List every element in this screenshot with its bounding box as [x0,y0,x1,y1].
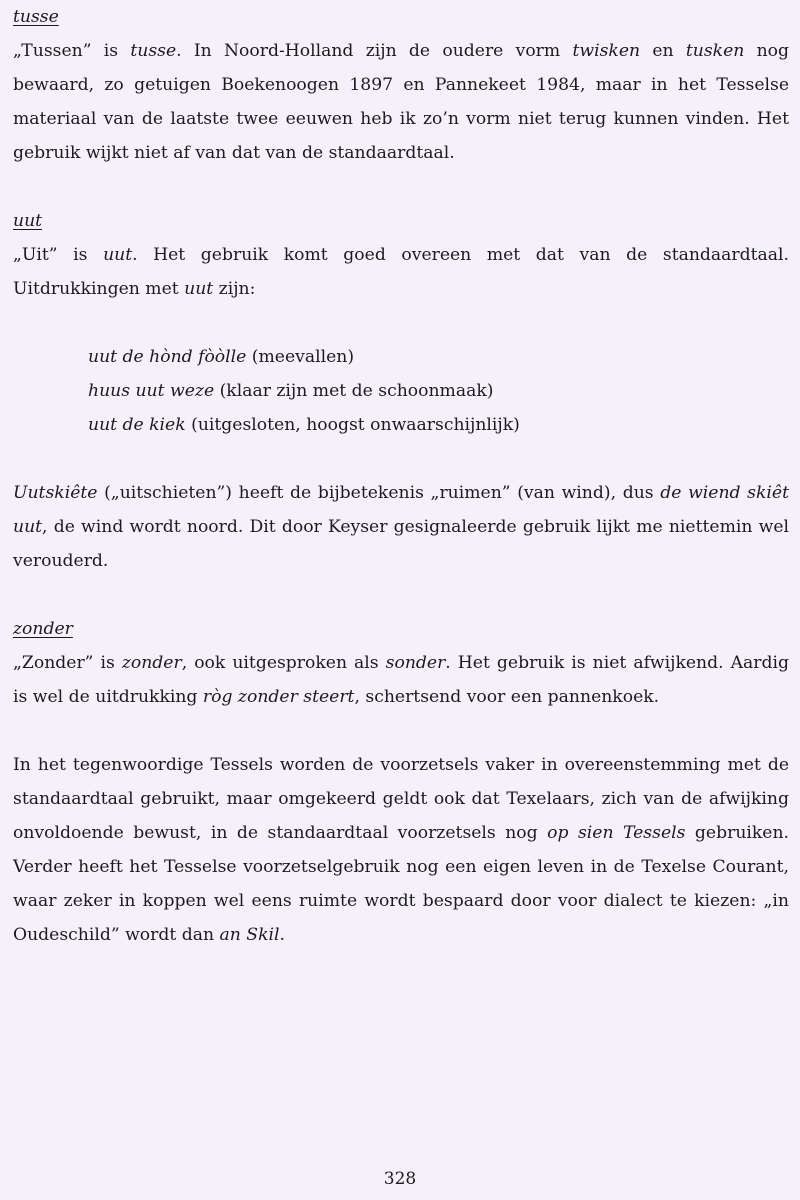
expression-gloss: (klaar zijn met de schoonmaak) [214,381,494,401]
spacer [13,306,789,340]
expression-gloss: (meevallen) [246,347,355,367]
expression-item [88,340,789,374]
expression-gloss: (uitgesloten, hoogst onwaarschijnlijk) [185,415,520,435]
expression-phrase: uut de kiek [88,415,186,435]
paragraph-closing [13,748,789,952]
page-number: 328 [383,1169,417,1189]
italic-term: uut [184,279,214,299]
paragraph-tusse [13,34,789,170]
text-run: In het tegenwoordige Tessels worden de voorzetsels vaker in overeenstemming met de standaardtaal gebruikt, maar omgekeerd geldt ook dat Texelaars, zich van de afwijking onvoldoende bewust, in de standaardtaal voorzetsels nog [13,755,789,843]
spacer [13,714,789,748]
text-run: . Het gebruik komt goed overeen met dat van de standaardtaal. Uitdrukkingen met [13,245,789,299]
text-run: , schertsend voor een pannenkoek. [354,687,660,707]
expression-item [88,374,789,408]
expression-phrase: huus uut weze [88,381,215,401]
headword-tusse: tusse [13,7,59,27]
text-run: zijn: [213,279,256,299]
paragraph-zonder [13,646,789,714]
italic-term: uut [103,245,133,265]
text-run: . In Noord-Holland zijn de oudere vorm [176,41,573,61]
text-run: , ook uitgesproken als [181,653,386,673]
spacer [13,170,789,204]
headword-zonder: zonder [13,619,73,639]
italic-term: de wiend skiêt uut [13,483,789,537]
italic-term: ròg zonder steert [202,687,355,707]
expression-item [88,408,789,442]
entry-tusse [13,0,789,170]
text-run: „Uit” is [13,245,104,265]
text-run: en [640,41,686,61]
spacer [13,578,789,612]
italic-term: sonder [385,653,446,673]
text-run: , de wind wordt noord. Dit door Keyser gesignaleerde gebruik lijkt me niettemin wel verouderd. [13,517,789,571]
page-text [13,0,789,952]
text-run: („uitschieten”) heeft de bijbetekenis „ruimen” (van wind), dus [97,483,661,503]
italic-term: twisken [572,41,641,61]
paragraph-uutskiete [13,476,789,578]
text-run: nog bewaard, zo getuigen Boekenoogen 1897 en Pannekeet 1984, maar in het Tesselse materiaal van de laatste twee eeuwen heb ik zo’n vorm niet terug kunnen vinden. Het gebruik wijkt niet af van dat van de standaardtaal. [13,41,790,163]
italic-term: tusse [130,41,177,61]
italic-term: op sien Tessels [547,823,686,843]
text-run: . [279,925,285,945]
expression-phrase: uut de hònd fòòlle [88,347,247,367]
spacer [13,442,789,476]
italic-term: an Skil [219,925,280,945]
italic-term: zonder [121,653,182,673]
italic-term: Uutskiête [13,483,98,503]
headword-uut: uut [13,211,43,231]
entry-zonder [13,612,789,714]
text-run: gebruiken. Verder heeft het Tesselse voorzetselgebruik nog een eigen leven in de Texelse Courant, waar zeker in koppen wel eens ruimte wordt bespaard door voor dialect te kiezen: „in Oudeschild” wordt dan [13,823,790,945]
expression-list [13,340,789,442]
text-run: „Tussen” is [13,41,131,61]
text-run: . Het gebruik is niet afwijkend. Aardig is wel de uitdrukking [13,653,789,707]
entry-uut [13,204,789,578]
italic-term: tusken [685,41,745,61]
paragraph-uut [13,238,789,306]
text-run: „Zonder” is [13,653,122,673]
